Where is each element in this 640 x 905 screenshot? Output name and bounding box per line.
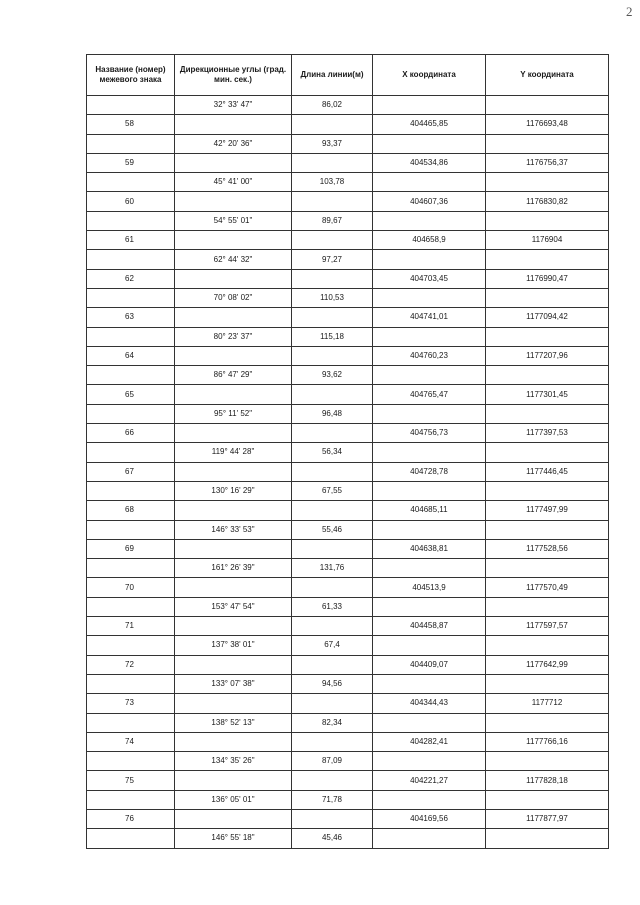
cell-x-coordinate	[373, 597, 486, 616]
cell-x-coordinate	[373, 752, 486, 771]
cell-x-coordinate: 404221,27	[373, 771, 486, 790]
cell-direction-angle: 138° 52' 13"	[175, 713, 292, 732]
cell-line-length	[292, 694, 373, 713]
table-row	[87, 732, 609, 751]
cell-mark-name: 67	[87, 462, 175, 481]
header-x-coordinate: X координата	[373, 55, 486, 96]
cell-line-length: 82,34	[292, 713, 373, 732]
cell-direction-angle	[175, 269, 292, 288]
cell-direction-angle: 62° 44' 32"	[175, 250, 292, 269]
cell-mark-name: 61	[87, 231, 175, 250]
cell-direction-angle: 42° 20' 36"	[175, 134, 292, 153]
cell-direction-angle: 137° 38' 01"	[175, 636, 292, 655]
cell-mark-name: 66	[87, 424, 175, 443]
cell-mark-name	[87, 520, 175, 539]
cell-x-coordinate	[373, 96, 486, 115]
table-row	[87, 559, 609, 578]
cell-mark-name	[87, 404, 175, 423]
cell-y-coordinate: 1176830,82	[486, 192, 609, 211]
table-header-row	[87, 55, 609, 96]
cell-y-coordinate	[486, 559, 609, 578]
cell-direction-angle: 133° 07' 38"	[175, 674, 292, 693]
cell-direction-angle: 95° 11' 52"	[175, 404, 292, 423]
cell-y-coordinate	[486, 636, 609, 655]
cell-direction-angle	[175, 539, 292, 558]
cell-mark-name	[87, 443, 175, 462]
cell-x-coordinate: 404765,47	[373, 385, 486, 404]
cell-y-coordinate	[486, 327, 609, 346]
cell-y-coordinate	[486, 96, 609, 115]
cell-direction-angle	[175, 771, 292, 790]
cell-line-length: 93,37	[292, 134, 373, 153]
table-row	[87, 192, 609, 211]
cell-direction-angle: 119° 44' 28"	[175, 443, 292, 462]
cell-direction-angle: 136° 05' 01"	[175, 790, 292, 809]
table-row	[87, 404, 609, 423]
cell-x-coordinate: 404458,87	[373, 617, 486, 636]
cell-line-length: 61,33	[292, 597, 373, 616]
cell-y-coordinate: 1177301,45	[486, 385, 609, 404]
cell-line-length: 45,46	[292, 829, 373, 848]
cell-line-length	[292, 269, 373, 288]
cell-mark-name: 72	[87, 655, 175, 674]
cell-mark-name: 63	[87, 308, 175, 327]
cell-x-coordinate: 404703,45	[373, 269, 486, 288]
cell-y-coordinate: 1177828,18	[486, 771, 609, 790]
cell-direction-angle	[175, 694, 292, 713]
cell-direction-angle	[175, 424, 292, 443]
cell-mark-name	[87, 211, 175, 230]
cell-y-coordinate: 1177766,16	[486, 732, 609, 751]
cell-y-coordinate	[486, 829, 609, 848]
cell-mark-name: 62	[87, 269, 175, 288]
cell-direction-angle	[175, 308, 292, 327]
cell-x-coordinate	[373, 674, 486, 693]
cell-y-coordinate: 1177877,97	[486, 809, 609, 828]
cell-direction-angle: 161° 26' 39"	[175, 559, 292, 578]
cell-line-length	[292, 539, 373, 558]
cell-mark-name	[87, 250, 175, 269]
cell-mark-name	[87, 288, 175, 307]
table-row	[87, 443, 609, 462]
cell-line-length: 97,27	[292, 250, 373, 269]
cell-x-coordinate	[373, 134, 486, 153]
table-row	[87, 173, 609, 192]
header-direction-angle: Дирекционные углы (град. мин. сек.)	[175, 55, 292, 96]
cell-line-length: 71,78	[292, 790, 373, 809]
cell-y-coordinate	[486, 211, 609, 230]
cell-mark-name: 74	[87, 732, 175, 751]
table-row	[87, 250, 609, 269]
cell-direction-angle	[175, 153, 292, 172]
cell-mark-name: 75	[87, 771, 175, 790]
cell-mark-name: 65	[87, 385, 175, 404]
cell-line-length: 131,76	[292, 559, 373, 578]
table-row	[87, 674, 609, 693]
cell-x-coordinate: 404607,36	[373, 192, 486, 211]
cell-line-length	[292, 192, 373, 211]
cell-line-length: 94,56	[292, 674, 373, 693]
cell-mark-name	[87, 597, 175, 616]
cell-direction-angle	[175, 462, 292, 481]
cell-y-coordinate	[486, 674, 609, 693]
cell-mark-name	[87, 96, 175, 115]
cell-x-coordinate	[373, 636, 486, 655]
table-row	[87, 481, 609, 500]
cell-direction-angle	[175, 617, 292, 636]
table-row	[87, 520, 609, 539]
cell-direction-angle: 153° 47' 54"	[175, 597, 292, 616]
cell-mark-name: 64	[87, 346, 175, 365]
cell-x-coordinate: 404685,11	[373, 501, 486, 520]
table-row	[87, 597, 609, 616]
cell-y-coordinate: 1177712	[486, 694, 609, 713]
cell-x-coordinate: 404409,07	[373, 655, 486, 674]
cell-x-coordinate	[373, 443, 486, 462]
cell-y-coordinate: 1176693,48	[486, 115, 609, 134]
cell-line-length: 93,62	[292, 366, 373, 385]
cell-mark-name: 76	[87, 809, 175, 828]
table-row	[87, 829, 609, 848]
cell-y-coordinate: 1177207,96	[486, 346, 609, 365]
cell-mark-name: 69	[87, 539, 175, 558]
cell-y-coordinate: 1176756,37	[486, 153, 609, 172]
cell-x-coordinate: 404728,78	[373, 462, 486, 481]
cell-mark-name	[87, 752, 175, 771]
cell-y-coordinate	[486, 713, 609, 732]
cell-mark-name	[87, 327, 175, 346]
cell-direction-angle: 134° 35' 26"	[175, 752, 292, 771]
table-row	[87, 809, 609, 828]
cell-mark-name: 60	[87, 192, 175, 211]
cell-line-length: 67,55	[292, 481, 373, 500]
cell-x-coordinate: 404658,9	[373, 231, 486, 250]
cell-y-coordinate	[486, 173, 609, 192]
table-row	[87, 385, 609, 404]
table-row	[87, 617, 609, 636]
table-row	[87, 308, 609, 327]
cell-line-length	[292, 153, 373, 172]
cell-direction-angle	[175, 231, 292, 250]
cell-direction-angle: 146° 55' 18"	[175, 829, 292, 848]
cell-x-coordinate: 404638,81	[373, 539, 486, 558]
page-number: 2	[626, 4, 633, 19]
cell-mark-name: 73	[87, 694, 175, 713]
cell-mark-name	[87, 829, 175, 848]
cell-x-coordinate: 404513,9	[373, 578, 486, 597]
cell-line-length: 115,18	[292, 327, 373, 346]
table-row	[87, 115, 609, 134]
cell-line-length	[292, 462, 373, 481]
cell-y-coordinate: 1177094,42	[486, 308, 609, 327]
header-line-length: Длина линии(м)	[292, 55, 373, 96]
cell-mark-name	[87, 481, 175, 500]
cell-line-length	[292, 771, 373, 790]
cell-line-length	[292, 346, 373, 365]
cell-direction-angle	[175, 192, 292, 211]
cell-x-coordinate	[373, 173, 486, 192]
cell-line-length	[292, 424, 373, 443]
cell-mark-name	[87, 173, 175, 192]
cell-direction-angle: 86° 47' 29"	[175, 366, 292, 385]
table-row	[87, 790, 609, 809]
cell-mark-name	[87, 366, 175, 385]
cell-direction-angle: 70° 08' 02"	[175, 288, 292, 307]
cell-y-coordinate: 1177528,56	[486, 539, 609, 558]
cell-direction-angle: 130° 16' 29"	[175, 481, 292, 500]
cell-y-coordinate	[486, 404, 609, 423]
cell-x-coordinate: 404741,01	[373, 308, 486, 327]
cell-y-coordinate	[486, 481, 609, 500]
table-row	[87, 153, 609, 172]
cell-line-length	[292, 308, 373, 327]
cell-x-coordinate: 404756,73	[373, 424, 486, 443]
table-row	[87, 269, 609, 288]
table-row	[87, 231, 609, 250]
cell-y-coordinate: 1176990,47	[486, 269, 609, 288]
cell-y-coordinate: 1177446,45	[486, 462, 609, 481]
cell-line-length: 96,48	[292, 404, 373, 423]
cell-direction-angle	[175, 809, 292, 828]
cell-x-coordinate	[373, 713, 486, 732]
table-row	[87, 694, 609, 713]
cell-y-coordinate	[486, 366, 609, 385]
header-y-coordinate: Y координата	[486, 55, 609, 96]
cell-x-coordinate: 404344,43	[373, 694, 486, 713]
table-row	[87, 636, 609, 655]
cell-line-length	[292, 501, 373, 520]
cell-mark-name: 58	[87, 115, 175, 134]
cell-line-length	[292, 732, 373, 751]
cell-y-coordinate	[486, 134, 609, 153]
cell-mark-name	[87, 713, 175, 732]
cell-mark-name	[87, 636, 175, 655]
cell-x-coordinate	[373, 250, 486, 269]
cell-direction-angle	[175, 115, 292, 134]
cell-x-coordinate	[373, 211, 486, 230]
cell-direction-angle: 146° 33' 53"	[175, 520, 292, 539]
cell-x-coordinate	[373, 366, 486, 385]
cell-line-length	[292, 655, 373, 674]
table-row	[87, 96, 609, 115]
cell-line-length: 67,4	[292, 636, 373, 655]
cell-direction-angle	[175, 578, 292, 597]
cell-x-coordinate	[373, 790, 486, 809]
table-row	[87, 134, 609, 153]
table-row	[87, 424, 609, 443]
cell-mark-name	[87, 790, 175, 809]
cell-line-length	[292, 115, 373, 134]
table-row	[87, 211, 609, 230]
cell-mark-name	[87, 559, 175, 578]
cell-x-coordinate	[373, 559, 486, 578]
cell-direction-angle: 80° 23' 37"	[175, 327, 292, 346]
cell-line-length: 87,09	[292, 752, 373, 771]
table-row	[87, 462, 609, 481]
cell-mark-name: 70	[87, 578, 175, 597]
cell-x-coordinate	[373, 481, 486, 500]
cell-line-length: 110,53	[292, 288, 373, 307]
cell-mark-name	[87, 134, 175, 153]
cell-y-coordinate: 1176904	[486, 231, 609, 250]
cell-line-length	[292, 385, 373, 404]
cell-y-coordinate: 1177397,53	[486, 424, 609, 443]
cell-y-coordinate	[486, 520, 609, 539]
boundary-marks-table	[86, 54, 609, 849]
cell-direction-angle: 54° 55' 01"	[175, 211, 292, 230]
cell-x-coordinate: 404169,56	[373, 809, 486, 828]
cell-mark-name: 71	[87, 617, 175, 636]
cell-x-coordinate	[373, 520, 486, 539]
cell-x-coordinate	[373, 404, 486, 423]
cell-y-coordinate	[486, 443, 609, 462]
table-row	[87, 288, 609, 307]
cell-y-coordinate: 1177597,57	[486, 617, 609, 636]
cell-line-length: 103,78	[292, 173, 373, 192]
cell-line-length: 86,02	[292, 96, 373, 115]
cell-line-length	[292, 231, 373, 250]
cell-y-coordinate: 1177570,49	[486, 578, 609, 597]
table-row	[87, 713, 609, 732]
cell-line-length	[292, 809, 373, 828]
cell-y-coordinate	[486, 790, 609, 809]
table-row	[87, 346, 609, 365]
cell-direction-angle	[175, 655, 292, 674]
cell-x-coordinate: 404760,23	[373, 346, 486, 365]
cell-y-coordinate	[486, 250, 609, 269]
cell-x-coordinate: 404534,86	[373, 153, 486, 172]
cell-x-coordinate: 404282,41	[373, 732, 486, 751]
cell-line-length: 56,34	[292, 443, 373, 462]
cell-mark-name: 68	[87, 501, 175, 520]
cell-x-coordinate	[373, 288, 486, 307]
cell-y-coordinate: 1177497,99	[486, 501, 609, 520]
cell-mark-name	[87, 674, 175, 693]
table-row	[87, 655, 609, 674]
table-row	[87, 752, 609, 771]
cell-y-coordinate	[486, 752, 609, 771]
cell-line-length: 55,46	[292, 520, 373, 539]
cell-direction-angle	[175, 385, 292, 404]
table-row	[87, 501, 609, 520]
cell-direction-angle: 45° 41' 00"	[175, 173, 292, 192]
cell-x-coordinate	[373, 829, 486, 848]
cell-y-coordinate: 1177642,99	[486, 655, 609, 674]
table-row	[87, 327, 609, 346]
cell-direction-angle	[175, 732, 292, 751]
cell-line-length	[292, 617, 373, 636]
cell-direction-angle	[175, 501, 292, 520]
cell-line-length: 89,67	[292, 211, 373, 230]
cell-y-coordinate	[486, 597, 609, 616]
table-row	[87, 539, 609, 558]
cell-x-coordinate	[373, 327, 486, 346]
cell-line-length	[292, 578, 373, 597]
header-mark-name: Название (номер) межевого знака	[87, 55, 175, 96]
table-row	[87, 771, 609, 790]
table-row	[87, 366, 609, 385]
cell-y-coordinate	[486, 288, 609, 307]
cell-x-coordinate: 404465,85	[373, 115, 486, 134]
table-row	[87, 578, 609, 597]
cell-direction-angle	[175, 346, 292, 365]
cell-direction-angle: 32° 33' 47"	[175, 96, 292, 115]
cell-mark-name: 59	[87, 153, 175, 172]
